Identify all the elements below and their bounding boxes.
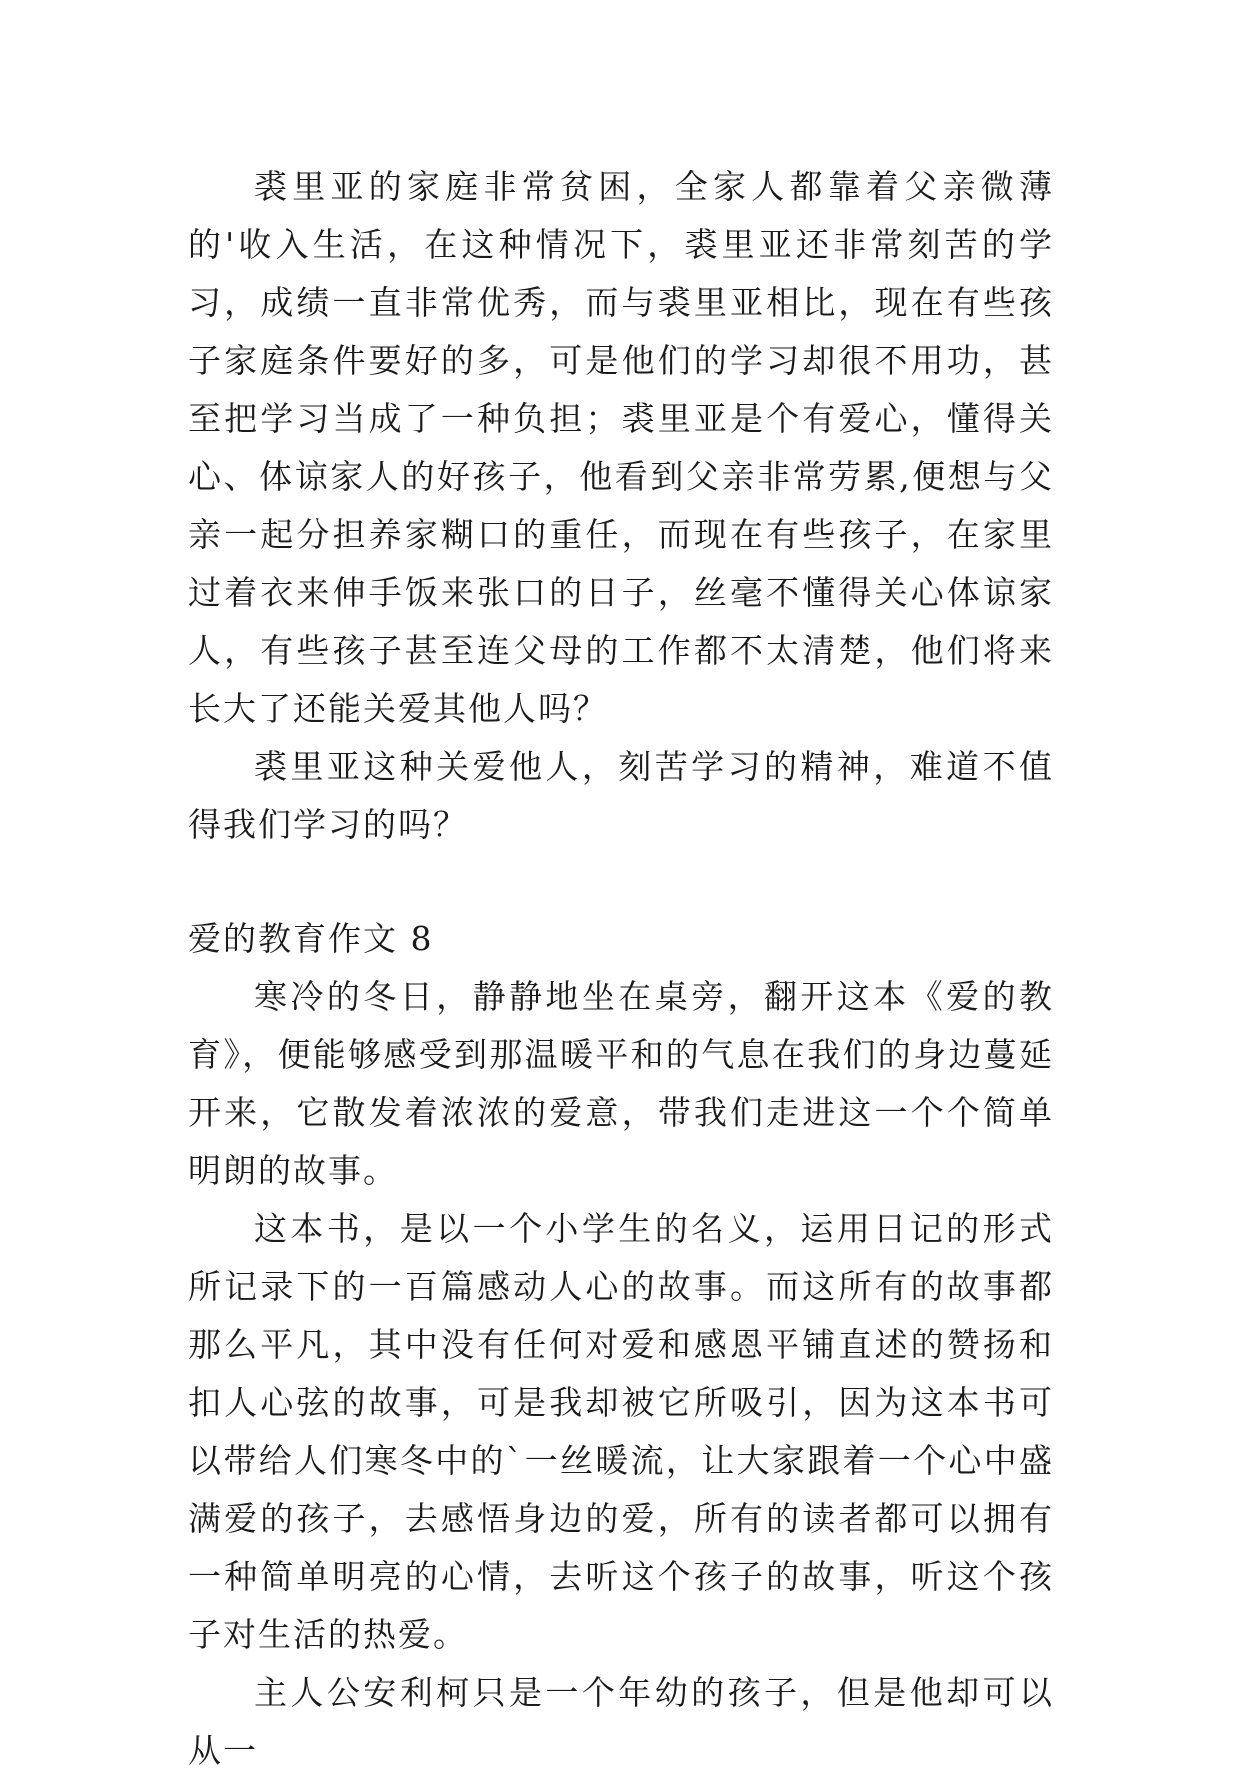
paragraph-giulia-family: 裘里亚的家庭非常贫困，全家人都靠着父亲微薄的'收入生活，在这种情况下，裘里亚还非常刻苦的学习，成绩一直非常优秀，而与裘里亚相比，现在有些孩子家庭条件要好的多，可是他们的学习却很不用功，甚至把学习当成了一种负担；裘里亚是个有爱心，懂得关心、体谅家人的好孩子，他看到父亲非常劳累,便想与父亲一起分担养家糊口的重任，而现在有些孩子，在家里过着衣来伸手饭来张口的日子，丝毫不懂得关心体谅家人，有些孩子甚至连父母的工作都不太清楚，他们将来长大了还能关爱其他人吗？ [188,167,1054,728]
paragraph-protagonist: 主人公安利柯只是一个年幼的孩子，但是他却可以从一 [188,1673,1054,1770]
paragraph-book-intro: 这本书，是以一个小学生的名义，运用日记的形式所记录下的一百篇感动人心的故事。而这所有的故事都那么平凡，其中没有任何对爱和感恩平铺直述的赞扬和扣人心弦的故事，可是我却被它所吸引，因为这本书可以带给人们寒冬中的`一丝暖流，让大家跟着一个心中盛满爱的孩子，去感悟身边的爱，所有的读者都可以拥有一种简单明亮的心情，去听这个孩子的故事，听这个孩子对生活的热爱。 [188,1209,1054,1654]
document-body [188,158,1054,1780]
paragraph-giulia-spirit: 裘里亚这种关爱他人，刻苦学习的精神，难道不值得我们学习的吗？ [188,747,1054,844]
paragraph-winter-day: 寒冷的冬日，静静地坐在桌旁，翻开这本《爱的教育》，便能够感受到那温暖平和的气息在我们的身边蔓延开来，它散发着浓浓的爱意，带我们走进这一个个简单明朗的故事。 [188,977,1054,1190]
section-title: 爱的教育作文 8 [188,919,434,958]
